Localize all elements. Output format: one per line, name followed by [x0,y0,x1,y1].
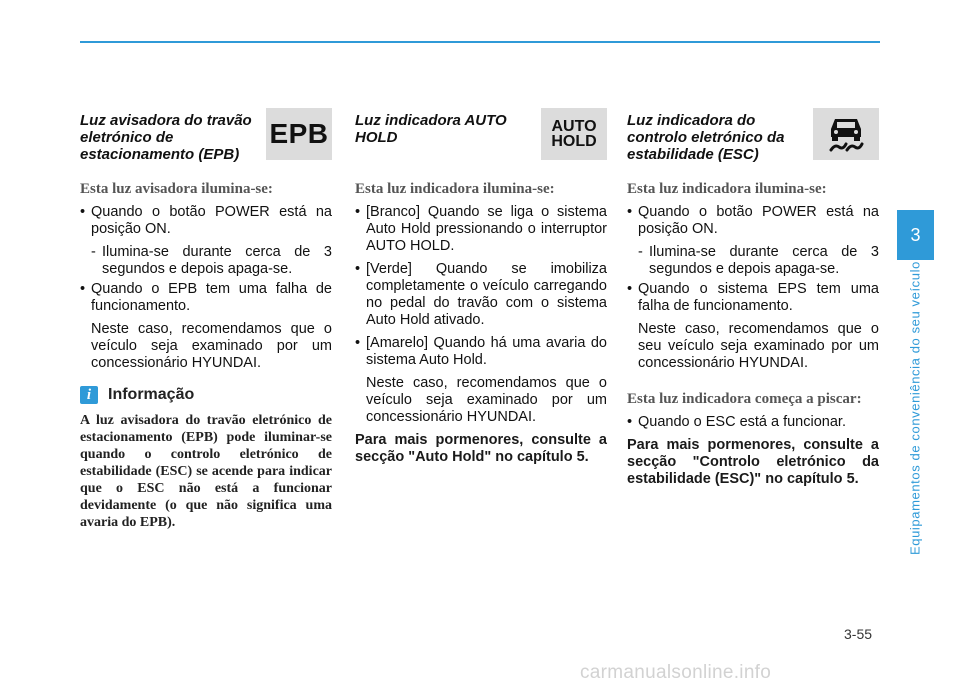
esc-title: Luz indicadora do controlo eletrónico da estabilidade (ESC) [627,112,785,163]
bullet: • [627,414,633,430]
esc-reference: Para mais pormenores, consulte a secção "Controlo eletrónico da estabilidade (ESC)" no capítulo 5. [627,437,879,487]
epb-section [80,108,332,531]
epb-bullet-1 [80,204,332,238]
epb-bullet-2-note: Neste caso, recomendamos que o veículo seja examinado por um concessionário HYUNDAI. [91,321,332,371]
esc-subheading-2: Esta luz indicadora começa a piscar: [627,391,862,407]
auto-hold-section [355,108,607,466]
bullet: • [80,204,86,220]
epb-warning-icon [266,108,332,160]
auto-hold-bullet-2-text: [Verde] Quando se imobiliza completamente o veículo carregando no pedal do travão com o sistema Auto Hold ativado. [366,261,607,328]
auto-hold-bullet-1 [355,204,607,255]
bullet: • [355,335,361,351]
header-rule [80,41,880,43]
watermark: carmanualsonline.info [580,662,772,683]
auto-hold-bullet-3-note: Neste caso, recomendamos que o veículo seja examinado por um concessionário HYUNDAI. [366,375,607,425]
bullet: • [627,204,633,220]
auto-hold-bullet-3 [355,335,607,369]
esc-section [627,108,879,488]
esc-bullet-2 [627,281,879,315]
skidding-car-icon [823,113,869,155]
info-icon: i [80,386,98,404]
auto-hold-reference: Para mais pormenores, consulte a secção "Auto Hold" no capítulo 5. [355,432,607,465]
epb-bullet-1-text: Quando o botão POWER está na posição ON. [91,204,332,237]
auto-hold-subheading: Esta luz indicadora ilumina-se: [355,181,555,197]
esc-dash-1 [627,244,879,278]
esc-dash-1-text: Ilumina-se durante cerca de 3 segundos e depois apaga-se. [649,244,879,277]
auto-hold-indicator-icon [541,108,607,160]
bullet: • [80,281,86,297]
esc-subheading: Esta luz indicadora ilumina-se: [627,181,827,197]
epb-subheading: Esta luz avisadora ilumina-se: [80,181,273,197]
auto-hold-bullet-1-text: [Branco] Quando se liga o sistema Auto Hold pressionando o interruptor AUTO HOLD. [366,204,607,254]
chapter-tab: 3 [897,210,934,260]
auto-hold-badge-text [551,119,596,149]
auto-hold-bullet-2 [355,261,607,329]
info-title: Informação [108,386,195,403]
bullet: • [355,204,361,220]
esc-indicator-badge [813,108,879,160]
auto-hold-header [355,108,607,164]
info-heading [80,386,332,404]
esc-bullet-2-note: Neste caso, recomendamos que o seu veículo seja examinado por um concessionário HYUNDAI. [638,321,879,371]
esc-bullet-1-text: Quando o botão POWER está na posição ON. [638,204,879,237]
bullet: • [355,261,361,277]
epb-title: Luz avisadora do travão eletrónico de estacionamento (EPB) [80,112,252,163]
page-number: 3-55 [844,626,873,642]
esc-bullet-2-text: Quando o sistema EPS tem uma falha de funcionamento. [638,281,879,314]
epb-dash-1 [80,244,332,278]
dash: - [638,244,643,260]
esc-bullet-1 [627,204,879,238]
auto-hold-title: Luz indicadora AUTO HOLD [355,112,507,146]
chapter-label: Equipamentos de conveniência do seu veículo [907,261,923,555]
epb-bullet-2-text: Quando o EPB tem uma falha de funcionamento. [91,281,332,314]
epb-dash-1-text: Ilumina-se durante cerca de 3 segundos e depois apaga-se. [102,244,332,277]
esc-bullet-3-text: Quando o ESC está a funcionar. [638,414,846,430]
epb-header [80,108,332,164]
dash: - [91,244,96,260]
auto-hold-bullet-3-text: [Amarelo] Quando há uma avaria do sistema Auto Hold. [366,335,607,368]
bullet: • [627,281,633,297]
epb-badge-text: EPB [269,118,329,149]
esc-bullet-3 [627,414,879,431]
auto-hold-badge-line2: HOLD [551,133,597,150]
esc-header [627,108,879,164]
auto-hold-badge-line1: AUTO [551,118,597,135]
info-text: A luz avisadora do travão eletrónico de estacionamento (EPB) pode iluminar-se quando o controlo eletrónico de estabilidade (ESC) se acende para indicar que o ESC não está a funcionar devidamente (o que não significa uma avaria do EPB). [80,413,332,530]
epb-bullet-2 [80,281,332,315]
